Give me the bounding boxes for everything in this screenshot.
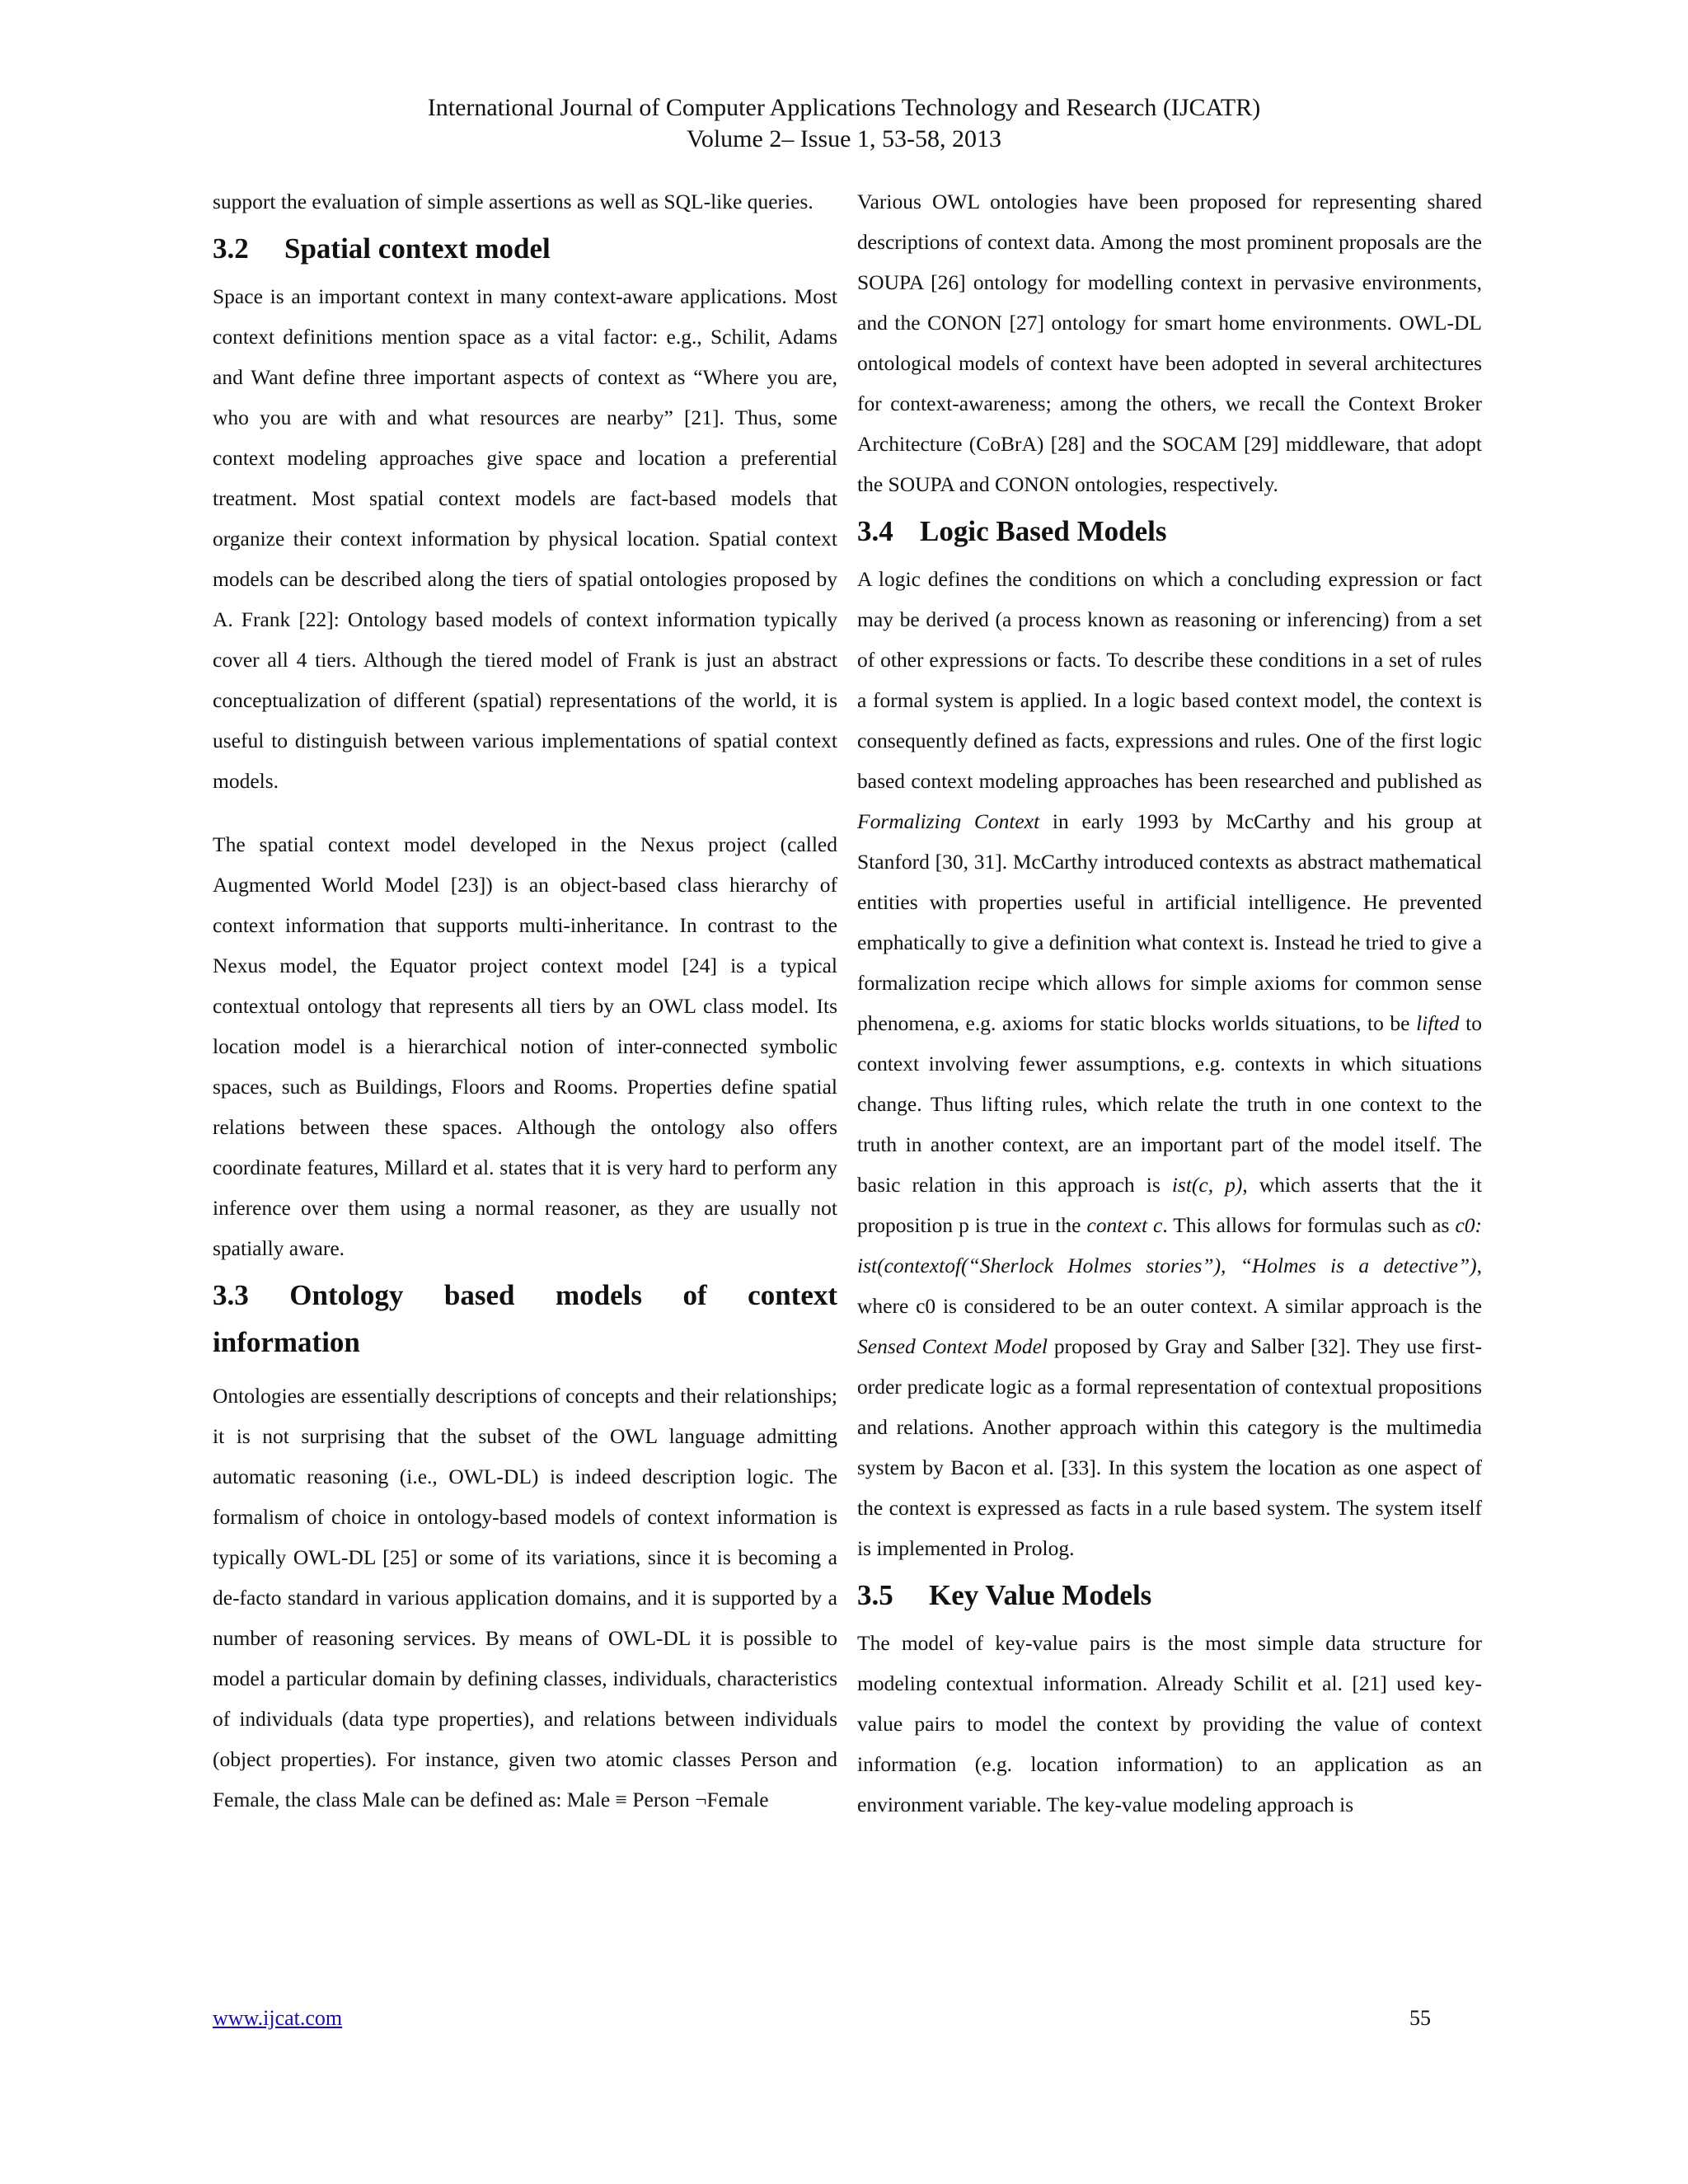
section-3-4-heading [857,511,1482,552]
left-intro-paragraph: support the evaluation of simple assertions as well as SQL-like queries. [213,190,814,213]
emphasis-ist: ist(c, p) [1171,1173,1243,1197]
page-number: 55 [1409,2006,1431,2030]
section-3-3-heading-line2: information [213,1326,360,1358]
section-title: Spatial context model [284,232,551,265]
section-title: Key Value Models [929,1579,1152,1611]
spatial-paragraph-1: Space is an important context in many context-aware applications. Most context definitions mention space as a vital factor: e.g., Schilit, Adams and Want define three important aspects of context as “Where you are, who you are with and what resources are nearby” [21]. Thus, some context modeling approaches give space and location a preferential treatment. Most spatial context models are fact-based models that organize their context information by physical location. Spatial context models can be described along the tiers of spatial ontologies proposed by A. Frank [22]: Ontology based models of context information typically cover all 4 tiers. Although the tiered model of Frank is just an abstract conceptualization of different (spatial) representations of the world, it is useful to distinguish between various implementations of spatial context models. [213,284,837,793]
section-title: Logic Based Models [920,515,1167,547]
section-3-3-heading [213,1275,837,1316]
emphasis-formula: c0: ist(contextof(“Sherlock Holmes stories”), “Holmes is a detective”) [857,1213,1483,1277]
right-column [857,181,1482,1825]
right-intro-paragraph: Various OWL ontologies have been proposed for representing shared descriptions of context data. Among the most prominent proposals are the SOUPA [26] ontology for modelling context in pervasive environments, and the CONON [27] ontology for smart home environments. OWL-DL ontological models of context have been adopted in several architectures for context-awareness; among the others, we recall the Context Broker Architecture (CoBrA) [28] and the SOCAM [29] middleware, that adopt the SOUPA and CONON ontologies, respectively. [857,190,1482,496]
section-number: 3.3 [213,1279,249,1311]
logic-paragraph: A logic defines the conditions on which a concluding expression or fact may be derived (a process known as reasoning or inferencing) from a set of other expressions or facts. To describe these conditions in a set of rules a formal system is applied. In a logic based context model, the context is consequently defined as facts, expressions and rules. One of the first logic based context modeling approaches has been researched and published as Formalizing Context in early 1993 by McCarthy and his group at Stanford [30, 31]. McCarthy introduced contexts as abstract mathematical entities with properties useful in artificial intelligence. He prevented emphatically to give a definition what context is. Instead he tried to give a formalization recipe which allows for simple axioms for common sense phenomena, e.g. axioms for static blocks worlds situations, to be lifted to context involving fewer assumptions, e.g. contexts in which situations change. Thus lifting rules, which relate the truth in one context to the truth in another context, are an important part of the model itself. The basic relation in this approach is ist(c, p), which asserts that the it proposition p is true in the context c. This allows for formulas such as c0: ist(contextof(“Sherlock Holmes stories”), “Holmes is a detective”), where c0 is considered to be an outer context. A similar approach is the Sensed Context Model proposed by Gray and Salber [32]. They use first-order predicate logic as a formal representation of contextual propositions and relations. Another approach within this category is the multimedia system by Bacon et al. [33]. In this system the location as one aspect of the context is expressed as facts in a rule based system. The system itself is implemented in Prolog. [857,567,1483,1560]
journal-volume: Volume 2– Issue 1, 53-58, 2013 [687,125,1001,152]
section-number: 3.5 [857,1579,893,1611]
key-value-paragraph: The model of key-value pairs is the most simple data structure for modeling contextual information. Already Schilit et al. [21] used key-value pairs to model the context by providing the value of context information (e.g. location information) to an application as an environment variable. The key-value modeling approach is [857,1631,1482,1816]
emphasis-lifted: lifted [1416,1011,1460,1035]
section-number: 3.2 [213,232,249,265]
left-column [213,181,837,1820]
page-header [0,92,1688,155]
emphasis-sensed-context-model: Sensed Context Model [857,1334,1048,1358]
section-title-line1: Ontology based models of context [289,1279,838,1311]
section-3-5-heading [857,1575,1482,1616]
ontology-paragraph: Ontologies are essentially descriptions of concepts and their relationships; it is not surprising that the subset of the OWL language admitting automatic reasoning (i.e., OWL-DL) is indeed description logic. The formalism of choice in ontology-based models of context information is typically OWL-DL [25] or some of its variations, since it is becoming a de-facto standard in various application domains, and it is supported by a number of reasoning services. By means of OWL-DL it is possible to model a particular domain by defining classes, individuals, characteristics of individuals (data type properties), and relations between individuals (object properties). For instance, given two atomic classes Person and Female, the class Male can be defined as: Male ≡ Person ¬Female [213,1384,837,1811]
journal-title: International Journal of Computer Applications Technology and Research (IJCATR) [427,94,1261,121]
spatial-paragraph-2: The spatial context model developed in the Nexus project (called Augmented World Model [23]) is an object-based class hierarchy of context information that supports multi-inheritance. In contrast to the Nexus model, the Equator project context model [24] is a typical contextual ontology that represents all tiers by an OWL class model. Its location model is a hierarchical notion of inter-connected symbolic spaces, such as Buildings, Floors and Rooms. Properties define spatial relations between these spaces. Although the ontology also offers coordinate features, Millard et al. states that it is very hard to perform any inference over them using a normal reasoner, as they are usually not spatially aware. [213,832,837,1260]
journal-website-link[interactable]: www.ijcat.com [213,2006,343,2030]
section-number: 3.4 [857,515,893,547]
emphasis-formalizing-context: Formalizing Context [857,809,1040,833]
section-3-2-heading [213,228,837,269]
emphasis-context-c: context c [1086,1213,1163,1237]
